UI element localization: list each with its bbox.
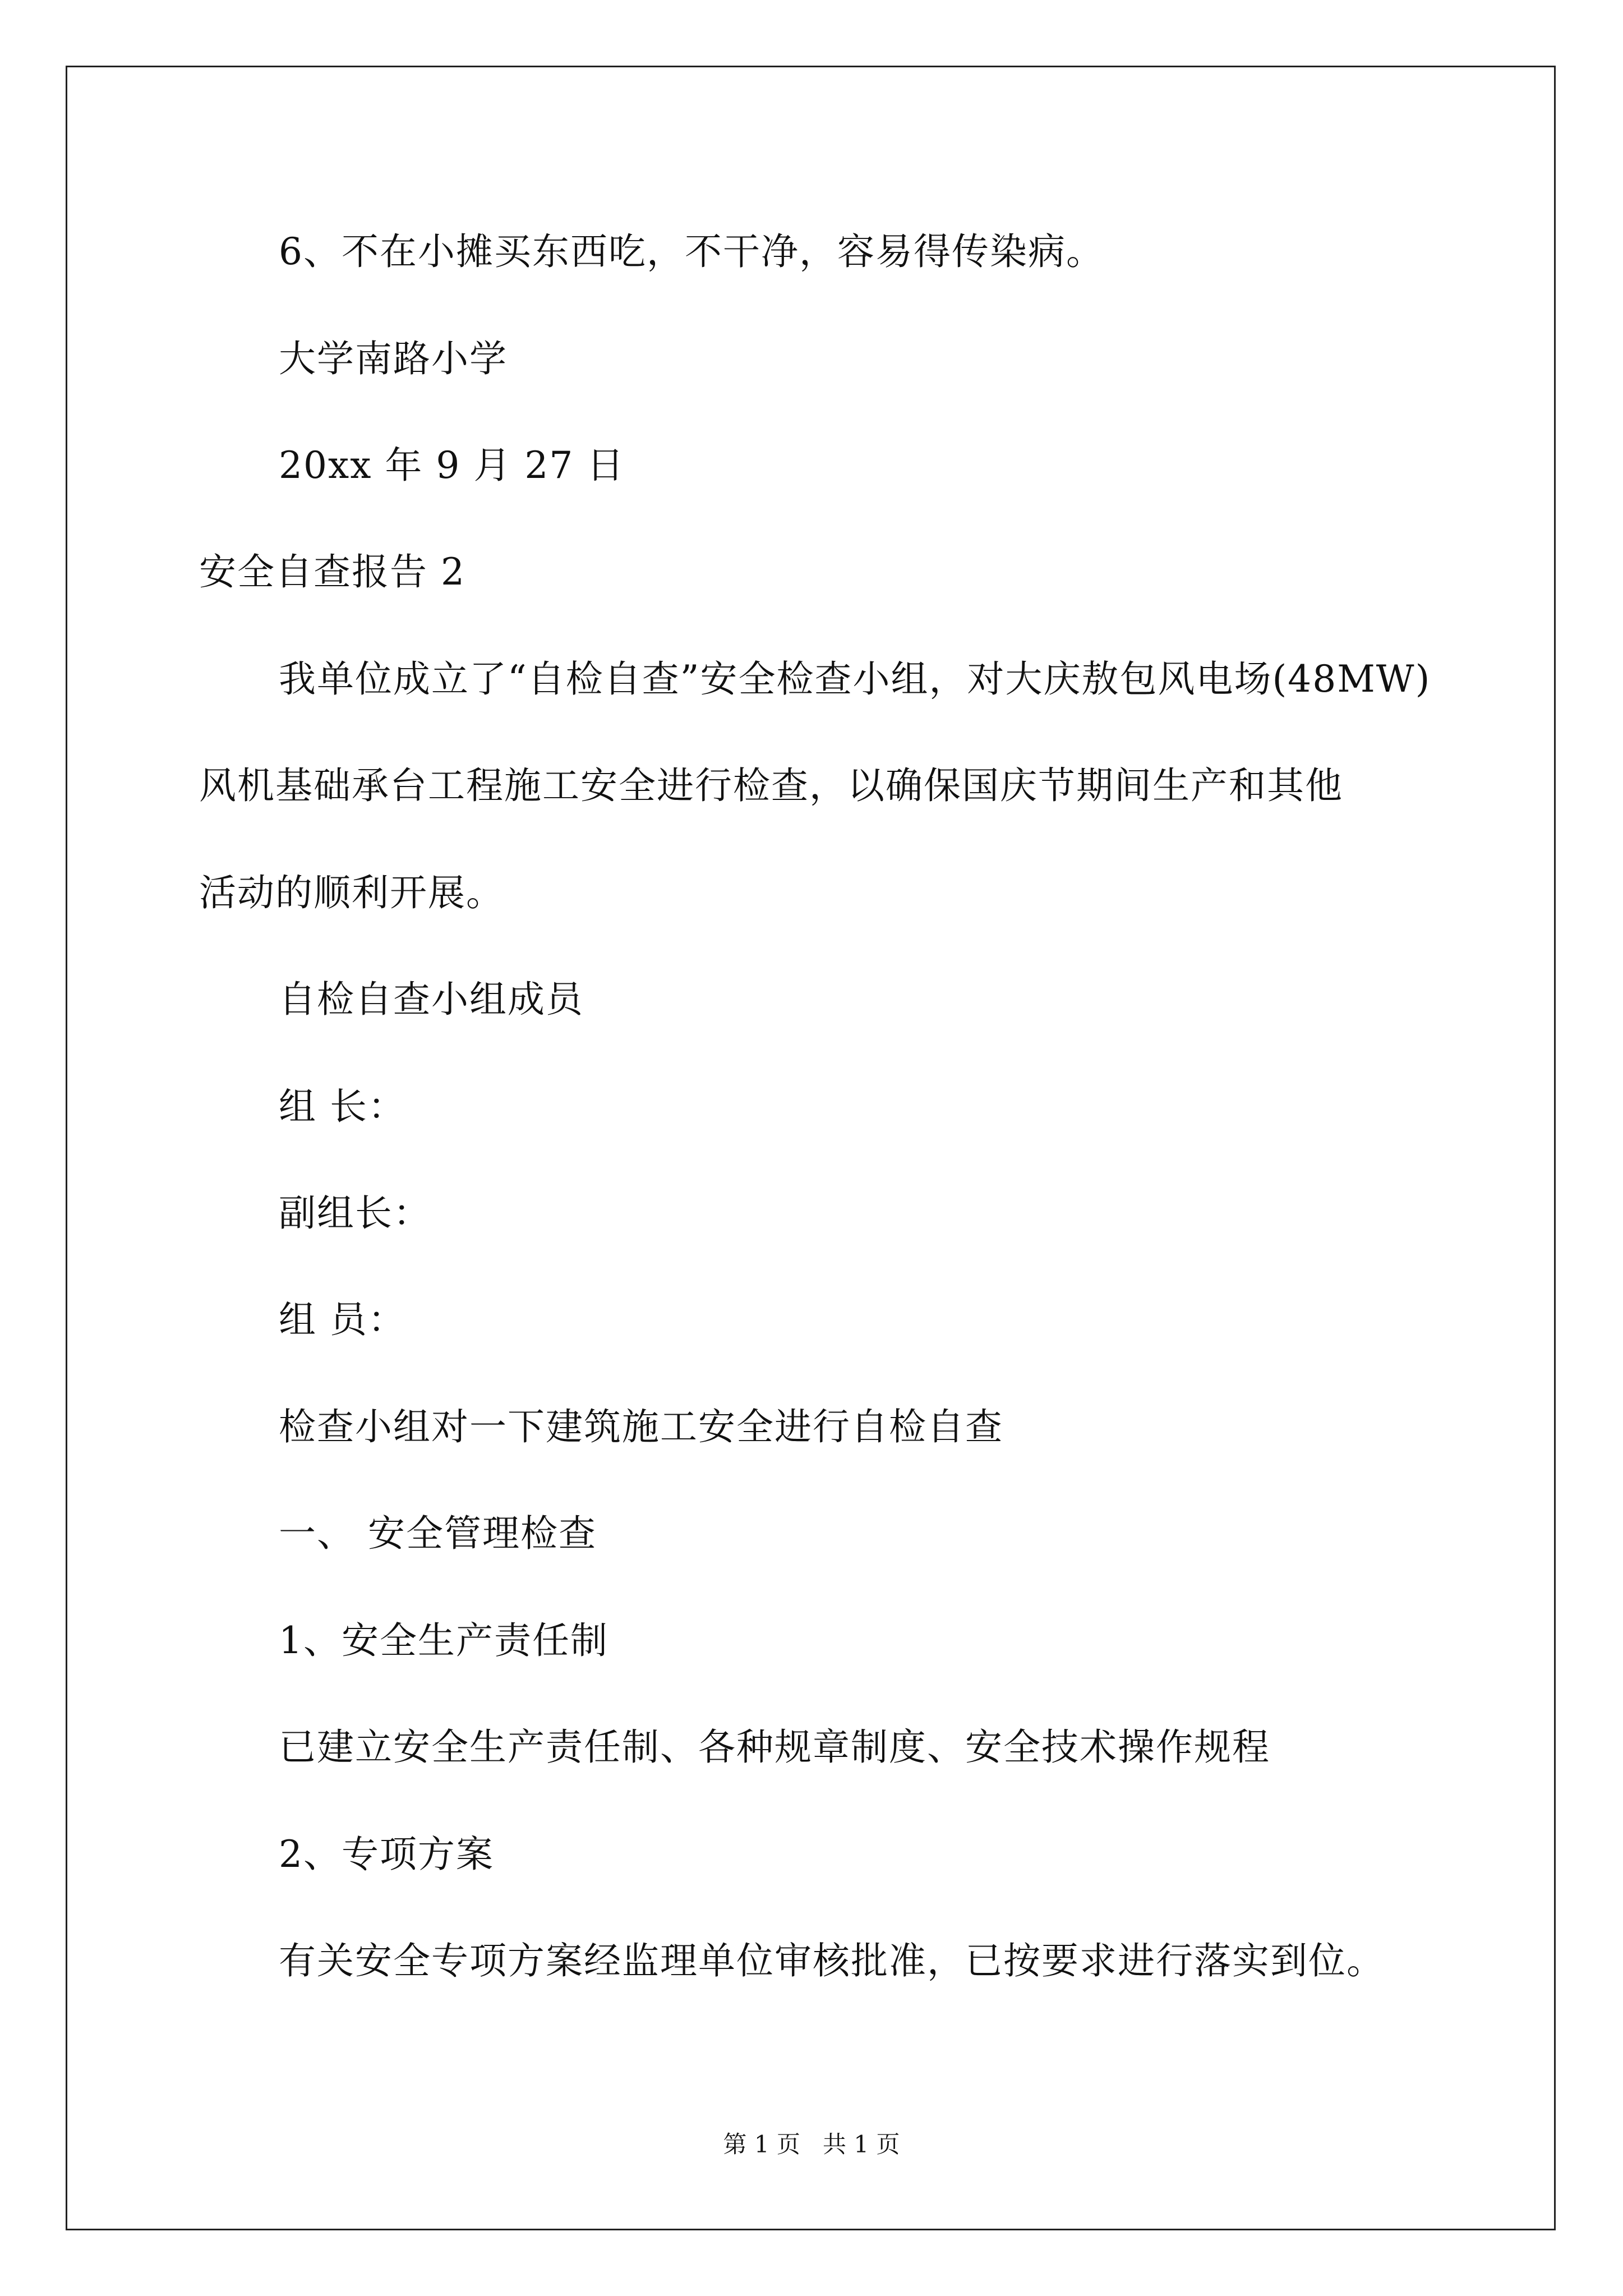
page-footer: 第 1 页 共 1 页	[723, 2131, 900, 2158]
group-members-heading: 自检自查小组成员	[279, 978, 584, 1021]
subheading-responsibility: 1、安全生产责任制	[279, 1619, 608, 1662]
paragraph-line-2: 风机基础承台工程施工安全进行检查，以确保国庆节期间生产和其他	[199, 764, 1343, 807]
deputy-leader-line: 副组长：	[279, 1191, 431, 1235]
subheading-special-plan: 2、专项方案	[279, 1833, 494, 1876]
paragraph-line-1: 我单位成立了“自检自查”安全检查小组，对大庆敖包风电场(48MW)	[279, 657, 1431, 701]
page-border	[66, 66, 1556, 2230]
paragraph-line-3: 活动的顺利开展。	[199, 871, 504, 914]
group-leader-line: 组 长：	[279, 1085, 406, 1128]
section-title: 安全自查报告 2	[199, 550, 465, 593]
date-line: 20xx 年 9 月 27 日	[279, 444, 625, 487]
heading-safety-management: 一、 安全管理检查	[279, 1512, 597, 1555]
list-item-6: 6、不在小摊买东西吃，不干净，容易得传染病。	[279, 230, 1104, 273]
school-name: 大学南路小学	[279, 337, 508, 380]
inspection-intro: 检查小组对一下建筑施工安全进行自检自查	[279, 1405, 1003, 1448]
responsibility-text: 已建立安全生产责任制、各种规章制度、安全技术操作规程	[279, 1726, 1270, 1769]
group-member-line: 组 员：	[279, 1298, 406, 1341]
special-plan-text: 有关安全专项方案经监理单位审核批准，已按要求进行落实到位。	[279, 1939, 1385, 1982]
